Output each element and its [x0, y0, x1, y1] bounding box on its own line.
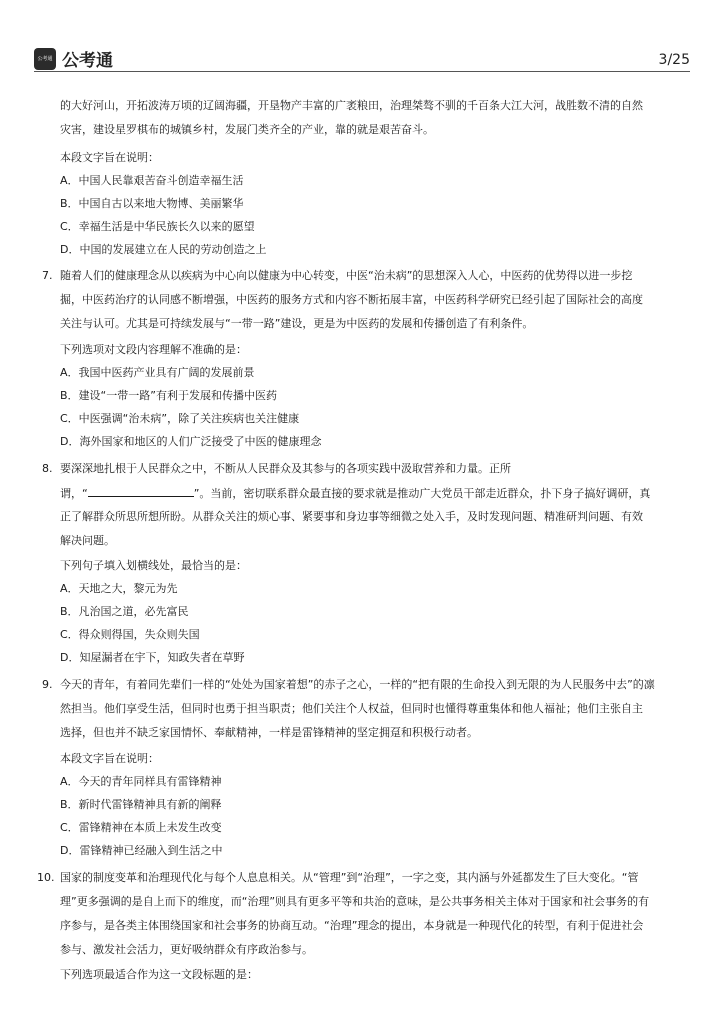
- question-prompt: 下列选项最适合作为这一文段标题的是：: [60, 968, 258, 981]
- passage-line: 掘，中医药治疗的认同感不断增强，中医药的服务方式和内容不断拓展丰富，中医药科学研究已经引起了国际社会的高度: [60, 293, 643, 306]
- passage-line: 选择，但也并不缺乏家国情怀、奉献精神，一样是雷锋精神的坚定拥趸和积极行动者。: [60, 726, 478, 739]
- passage-line: 随着人们的健康理念从以疾病为中心向以健康为中心转变，中医“治未病”的思想深入人心，中医药的优势得以进一步挖: [60, 269, 633, 282]
- option-c: C．雷锋精神在本质上未发生改变: [60, 821, 222, 834]
- page-header: [34, 44, 690, 74]
- option-d: D．雷锋精神已经融入到生活之中: [60, 844, 223, 857]
- option-c: C．得众则得国，失众则失国: [60, 628, 200, 641]
- passage-line: 正了解群众所思所想所盼。从群众关注的烦心事、紧要事和身边事等细微之处入手，及时发现问题、精准研判问题、有效: [60, 510, 643, 523]
- option-a: A．中国人民靠艰苦奋斗创造幸福生活: [60, 174, 244, 187]
- option-c: C．幸福生活是中华民族长久以来的愿望: [60, 220, 255, 233]
- question-prompt: 本段文字旨在说明：: [60, 151, 159, 164]
- passage-line-with-blank: [60, 485, 650, 502]
- logo-icon: [34, 48, 56, 70]
- question-number: 10.: [37, 871, 55, 884]
- header-divider: [34, 71, 690, 72]
- question-prompt: 本段文字旨在说明：: [60, 752, 159, 765]
- question-number: 8.: [42, 462, 53, 475]
- passage-line: 然担当。他们享受生活，但同时也勇于担当职责；他们关注个人权益，但同时也懂得尊重集体和他人福祉；他们主张自主: [60, 702, 643, 715]
- passage-line: 参与、激发社会活力，更好吸纳群众有序政治参与。: [60, 943, 313, 956]
- option-d: D．知屋漏者在宇下，知政失者在草野: [60, 651, 245, 664]
- option-a: A．今天的青年同样具有雷锋精神: [60, 775, 222, 788]
- passage-line: 理”更多强调的是自上而下的维度，而“治理”则具有更多平等和共治的意味，是公共事务相关主体对于国家和社会事务的有: [60, 895, 650, 908]
- passage-line: 关注与认可。尤其是可持续发展与“一带一路”建设，更是为中医药的发展和传播创造了有利条件。: [60, 317, 534, 330]
- option-b: B．中国自古以来地大物博、美丽繁华: [60, 197, 244, 210]
- passage-line: 序参与，是各类主体围绕国家和社会事务的协商互动。“治理”理念的提出，本身就是一种现代化的转型，有利于促进社会: [60, 919, 644, 932]
- text-fragment: ”。当前，密切联系群众最直接的要求就是推动广大党员干部走近群众，扑下身子搞好调研，真: [193, 487, 651, 500]
- logo-badge-text: 公考通: [37, 56, 53, 62]
- passage-line: 要深深地扎根于人民群众之中，不断从人民群众及其参与的各项实践中汲取营养和力量。正所: [60, 462, 511, 475]
- option-c: C．中医强调“治未病”，除了关注疾病也关注健康: [60, 412, 300, 425]
- option-d: D．中国的发展建立在人民的劳动创造之上: [60, 243, 267, 256]
- passage-line: 今天的青年，有着同先辈们一样的“处处为国家着想”的赤子之心，一样的“把有限的生命投入到无限的为人民服务中去”的凛: [60, 678, 655, 691]
- text-fragment: 谓，“: [60, 487, 88, 500]
- question-prompt: 下列句子填入划横线处，最恰当的是：: [60, 559, 247, 572]
- option-a: A．我国中医药产业具有广阔的发展前景: [60, 366, 255, 379]
- page-indicator: 3/25: [658, 52, 690, 68]
- option-a: A．天地之大，黎元为先: [60, 582, 178, 595]
- option-b: B．新时代雷锋精神具有新的阐释: [60, 798, 222, 811]
- option-b: B．凡治国之道，必先富民: [60, 605, 189, 618]
- question-prompt: 下列选项对文段内容理解不准确的是：: [60, 343, 247, 356]
- passage-line: 国家的制度变革和治理现代化与每个人息息相关。从“管理”到“治理”，一字之变，其内涵与外延都发生了巨大变化。“管: [60, 871, 639, 884]
- fill-in-blank: [88, 485, 194, 497]
- option-d: D．海外国家和地区的人们广泛接受了中医的健康理念: [60, 435, 322, 448]
- passage-line: 解决问题。: [60, 534, 115, 547]
- question-number: 7.: [42, 269, 53, 282]
- option-b: B．建设“一带一路”有利于发展和传播中医药: [60, 389, 277, 402]
- logo-text: 公考通: [62, 51, 113, 71]
- question-number: 9.: [42, 678, 53, 691]
- passage-line: 的大好河山，开拓波涛万顷的辽阔海疆，开垦物产丰富的广袤粮田，治理桀骜不驯的千百条大江大河，战胜数不清的自然: [60, 99, 643, 112]
- passage-line: 灾害，建设星罗棋布的城镇乡村，发展门类齐全的产业，靠的就是艰苦奋斗。: [60, 123, 434, 136]
